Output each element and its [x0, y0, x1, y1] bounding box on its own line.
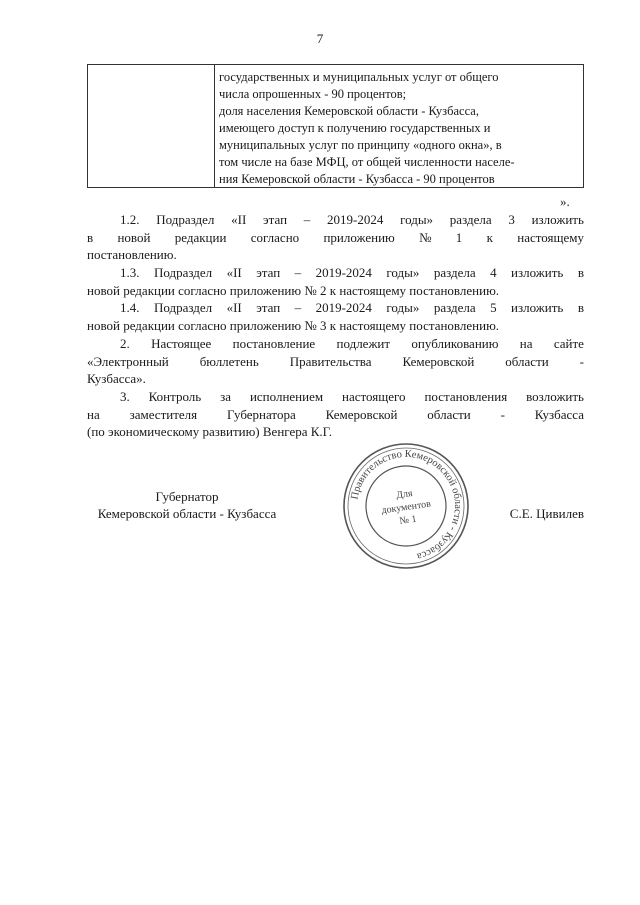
paragraph-word: 2019-2024 — [327, 212, 384, 227]
paragraph-word: опубликованию — [411, 335, 499, 351]
paragraph-word: Подраздел — [153, 265, 213, 281]
paragraph-word: раздела — [433, 300, 476, 316]
table-cell-line: том числе на базе МФЦ, от общей численности населе- — [219, 155, 515, 169]
paragraph-word: подлежит — [336, 335, 391, 351]
paragraph-word: на — [87, 406, 100, 422]
paragraph-word: в — [87, 229, 94, 245]
paragraph-word: 3. — [120, 388, 130, 404]
paragraph-line — [87, 299, 584, 317]
paragraph-word: Кемеровской — [325, 406, 398, 422]
table-cell-line: государственных и муниципальных услуг от общего — [219, 70, 499, 84]
paragraph-word: настоящего — [342, 388, 406, 404]
paragraph-line — [87, 423, 584, 441]
paragraph-word: 1 — [455, 229, 463, 245]
table-cell-line: имеющего доступ к получению государственных и — [219, 121, 491, 135]
paragraph-word: 3 — [508, 212, 515, 227]
paragraph-word: «II — [226, 265, 242, 281]
paragraph-line — [87, 211, 584, 229]
paragraph-word: новой редакции согласно приложению № 3 к настоящему постановлению. — [87, 318, 500, 334]
paragraph-word: - — [500, 406, 505, 422]
paragraph-word: этап — [256, 265, 281, 281]
paragraph-word: Подраздел — [156, 212, 215, 227]
paragraph-word: «II — [231, 212, 247, 227]
page-number: 7 — [316, 31, 324, 46]
paragraph-word: раздела — [433, 265, 476, 281]
paragraph-line — [87, 353, 584, 371]
paragraph-word: настоящему — [517, 229, 584, 245]
paragraph-word: постановления — [424, 388, 508, 404]
paragraph-word: (по экономическому развитию) Венгера К.Г. — [87, 424, 332, 440]
paragraph-word: Правительства — [289, 353, 372, 369]
stamp-center-line: Для — [395, 488, 414, 502]
paragraph-word: сайте — [553, 335, 584, 351]
table-cell-line: доля населения Кемеровской области - Кузбасса, — [219, 104, 479, 118]
paragraph-word: изложить — [511, 300, 564, 316]
paragraph-line — [87, 335, 584, 353]
paragraph-word: области — [505, 353, 549, 369]
paragraph-line — [87, 282, 584, 300]
table-column-divider — [214, 65, 215, 187]
paragraph-word: годы» — [386, 300, 420, 316]
paragraph-word: постановлению. — [87, 247, 177, 263]
paragraph-line — [87, 317, 584, 335]
paragraph-word: Кузбасса». — [87, 371, 146, 387]
resolution-paragraphs — [87, 211, 584, 441]
paragraph-word: изложить — [511, 265, 564, 281]
paragraph-line — [87, 246, 584, 264]
paragraph-word: 1.2. — [120, 212, 140, 227]
paragraph-word: за — [220, 388, 232, 404]
paragraph-word: Настоящее — [151, 335, 212, 351]
paragraph-word: заместителя — [129, 406, 198, 422]
paragraph-word: новой редакции согласно приложению № 2 к настоящему постановлению. — [87, 282, 500, 298]
signatory-name: С.Е. Цивилев — [509, 506, 584, 521]
paragraph-line — [87, 388, 584, 406]
paragraph-line — [87, 264, 584, 282]
paragraph-line — [87, 229, 584, 247]
paragraph-word: Подраздел — [153, 300, 213, 316]
paragraph-word: исполнением — [249, 388, 324, 404]
signatory-title-line: Губернатор — [155, 489, 219, 504]
paragraph-word: этап — [256, 300, 281, 316]
paragraph-word: согласно — [250, 229, 300, 245]
stamp-center-line: документов — [380, 498, 432, 517]
paragraph-word: в — [577, 265, 584, 281]
official-stamp — [341, 441, 471, 571]
paragraph-word: 2. — [120, 335, 130, 351]
paragraph-word: 2019-2024 — [315, 265, 372, 281]
paragraph-word: на — [519, 335, 533, 351]
paragraph-word: «II — [226, 300, 242, 316]
paragraph-word: бюллетень — [199, 353, 259, 369]
paragraph-word: Контроль — [148, 388, 202, 404]
paragraph-word: 4 — [490, 265, 497, 281]
indicator-table-cell — [219, 69, 579, 188]
paragraph-word: – — [303, 212, 311, 227]
paragraph-word: области — [427, 406, 471, 422]
paragraph-word: 2019-2024 — [315, 300, 372, 316]
paragraph-word: приложению — [323, 229, 395, 245]
paragraph-line — [87, 406, 584, 424]
stamp-ring-text: Правительство Кемеровской области - Кузбасса — [349, 448, 464, 562]
paragraph-line — [87, 370, 584, 388]
closing-quote: ». — [560, 194, 570, 209]
paragraph-word: годы» — [386, 265, 420, 281]
table-cell-line: ния Кемеровской области - Кузбасса - 90 процентов — [219, 172, 495, 186]
paragraph-word: «Электронный — [87, 353, 169, 369]
paragraph-word: – — [294, 265, 302, 281]
paragraph-word: этап — [263, 212, 288, 227]
paragraph-word: Кемеровской — [402, 353, 475, 369]
paragraph-word: постановление — [232, 335, 316, 351]
paragraph-word: 1.3. — [120, 265, 140, 281]
table-cell-line: муниципальных услуг по принципу «одного окна», в — [219, 138, 502, 152]
paragraph-word: № — [419, 229, 432, 245]
indicator-table — [87, 64, 584, 188]
paragraph-word: – — [294, 300, 302, 316]
paragraph-word: Губернатора — [226, 406, 296, 422]
paragraph-word: годы» — [400, 212, 434, 227]
paragraph-word: новой — [117, 229, 151, 245]
signatory-title — [87, 488, 287, 522]
stamp-center-line: № 1 — [398, 513, 418, 527]
table-cell-line: числа опрошенных - 90 процентов; — [219, 87, 407, 101]
paragraph-word: 1.4. — [120, 300, 140, 316]
paragraph-word: в — [577, 300, 584, 316]
paragraph-word: 5 — [490, 300, 497, 316]
paragraph-word: возложить — [526, 388, 584, 404]
paragraph-word: изложить — [531, 212, 584, 227]
paragraph-word: Кузбасса — [534, 406, 584, 422]
paragraph-word: к — [486, 229, 493, 245]
paragraph-word: редакции — [174, 229, 227, 245]
paragraph-word: - — [579, 353, 584, 369]
paragraph-word: раздела — [449, 212, 492, 227]
signatory-title-line: Кемеровской области - Кузбасса — [97, 506, 277, 521]
